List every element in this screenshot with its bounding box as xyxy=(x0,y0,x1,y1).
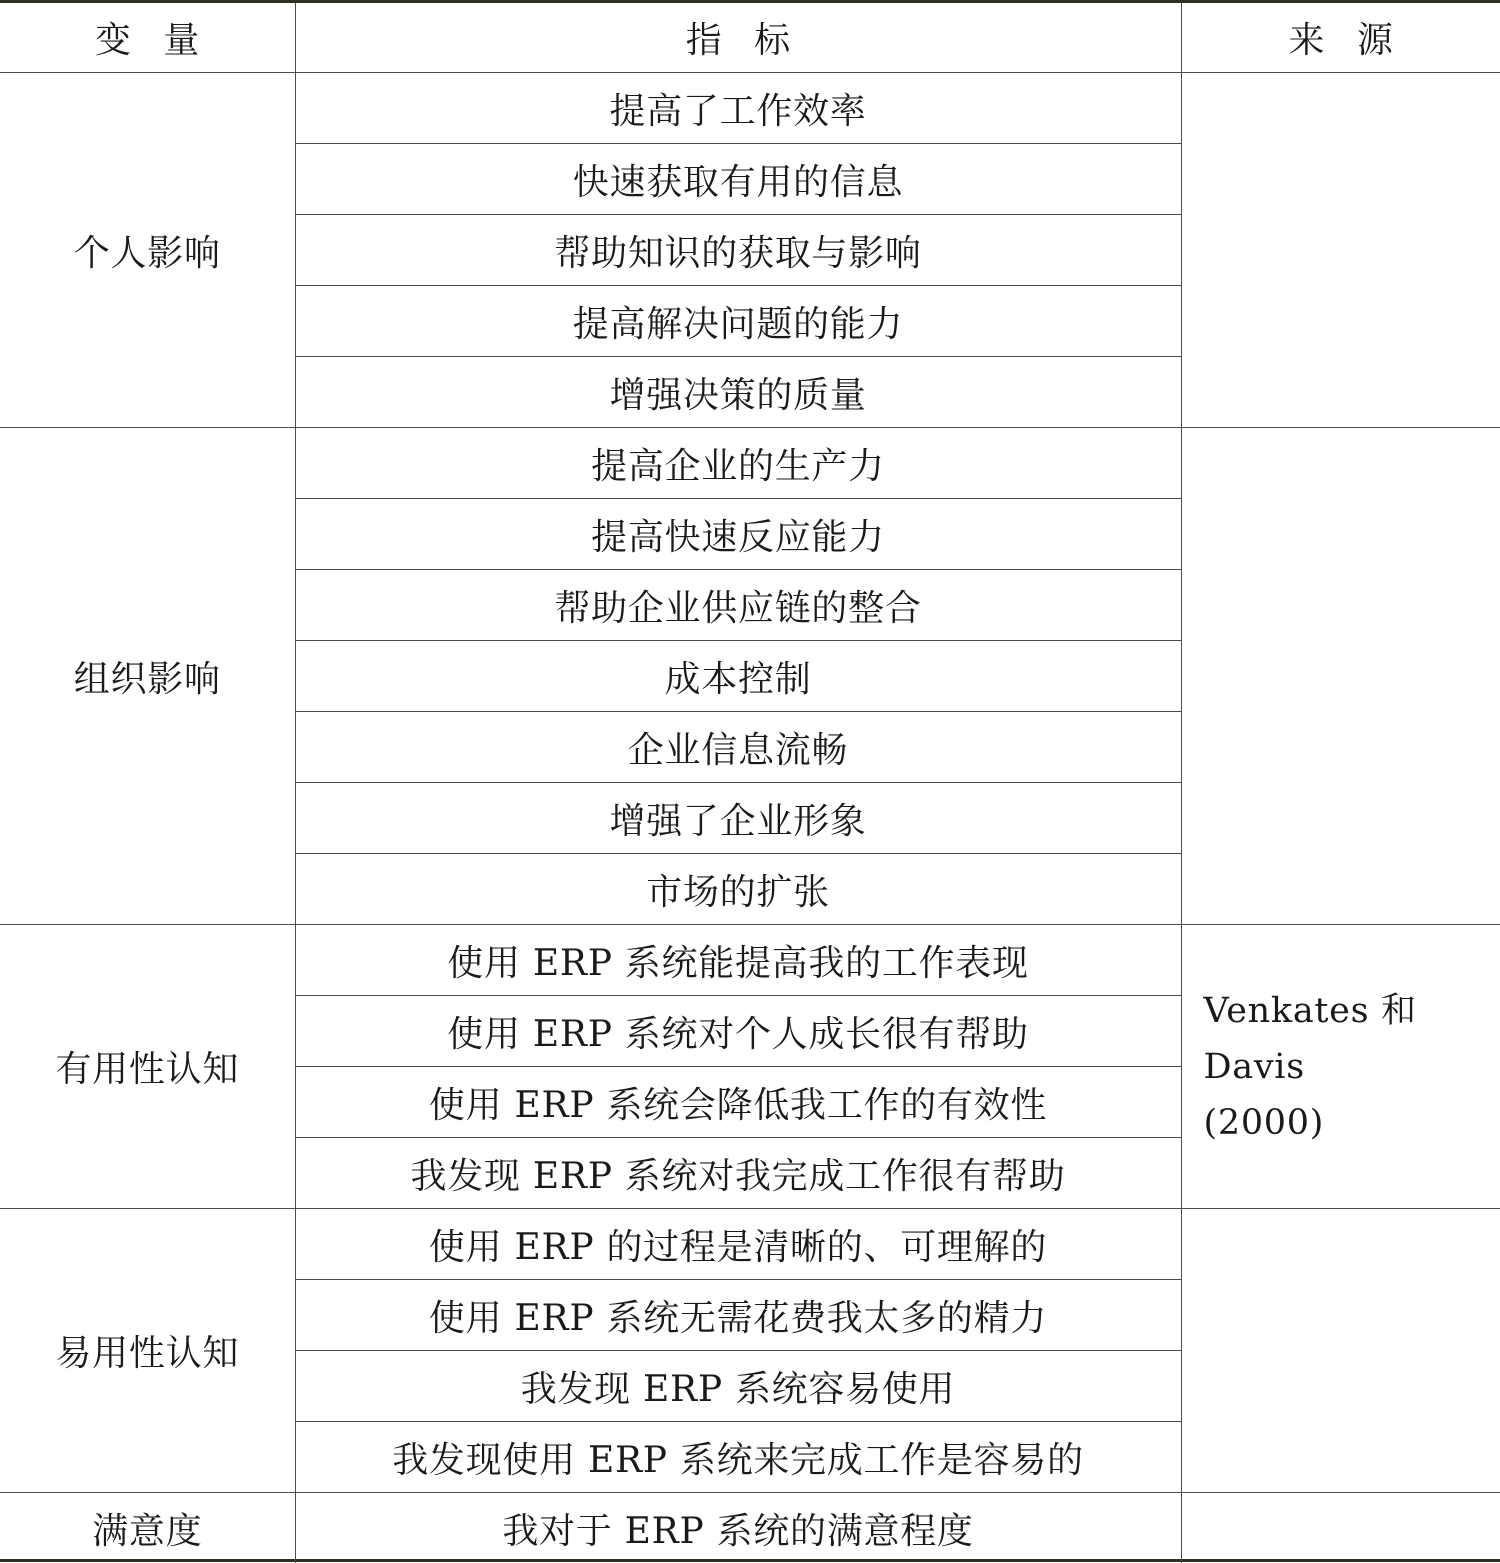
indicator-cell: 增强决策的质量 xyxy=(295,357,1181,428)
header-variable: 变量 xyxy=(0,3,295,73)
indicator-cell: 我对于 ERP 系统的满意程度 xyxy=(295,1493,1181,1563)
source-citation-year: (2000) xyxy=(1204,1095,1483,1151)
table-header xyxy=(0,3,1500,73)
indicator-cell: 我发现 ERP 系统容易使用 xyxy=(295,1351,1181,1422)
indicator-cell: 帮助知识的获取与影响 xyxy=(295,215,1181,286)
indicator-cell: 使用 ERP 系统会降低我工作的有效性 xyxy=(295,1067,1181,1138)
indicator-cell: 使用 ERP 系统无需花费我太多的精力 xyxy=(295,1280,1181,1351)
header-row xyxy=(0,3,1500,73)
table-body xyxy=(0,73,1500,1563)
indicator-cell: 帮助企业供应链的整合 xyxy=(295,570,1181,641)
variable-cell-personal-impact: 个人影响 xyxy=(0,73,295,428)
indicator-cell: 我发现 ERP 系统对我完成工作很有帮助 xyxy=(295,1138,1181,1209)
table-row xyxy=(0,925,1500,996)
source-cell-empty xyxy=(1181,73,1500,428)
source-cell-empty xyxy=(1181,1493,1500,1563)
table-row xyxy=(0,428,1500,499)
variable-cell-perceived-usefulness: 有用性认知 xyxy=(0,925,295,1209)
table-row xyxy=(0,1209,1500,1280)
variable-cell-satisfaction: 满意度 xyxy=(0,1493,295,1563)
header-indicator: 指标 xyxy=(295,3,1181,73)
source-cell-citation xyxy=(1181,925,1500,1209)
header-source: 来源 xyxy=(1181,3,1500,73)
indicator-cell: 使用 ERP 的过程是清晰的、可理解的 xyxy=(295,1209,1181,1280)
indicator-cell: 成本控制 xyxy=(295,641,1181,712)
indicator-cell: 提高快速反应能力 xyxy=(295,499,1181,570)
indicator-cell: 使用 ERP 系统对个人成长很有帮助 xyxy=(295,996,1181,1067)
source-cell-empty xyxy=(1181,1209,1500,1493)
variable-cell-organizational-impact: 组织影响 xyxy=(0,428,295,925)
indicator-cell: 快速获取有用的信息 xyxy=(295,144,1181,215)
indicator-cell: 提高解决问题的能力 xyxy=(295,286,1181,357)
source-cell-empty xyxy=(1181,428,1500,925)
indicator-cell: 使用 ERP 系统能提高我的工作表现 xyxy=(295,925,1181,996)
variable-cell-perceived-ease-of-use: 易用性认知 xyxy=(0,1209,295,1493)
table-row xyxy=(0,1493,1500,1563)
table-row xyxy=(0,73,1500,144)
measurement-table xyxy=(0,3,1500,1563)
indicator-cell: 我发现使用 ERP 系统来完成工作是容易的 xyxy=(295,1422,1181,1493)
indicator-cell: 提高企业的生产力 xyxy=(295,428,1181,499)
indicator-cell: 企业信息流畅 xyxy=(295,712,1181,783)
indicator-cell: 提高了工作效率 xyxy=(295,73,1181,144)
source-citation-authors: Venkates 和 Davis xyxy=(1204,983,1483,1095)
indicator-cell: 增强了企业形象 xyxy=(295,783,1181,854)
indicator-cell: 市场的扩张 xyxy=(295,854,1181,925)
